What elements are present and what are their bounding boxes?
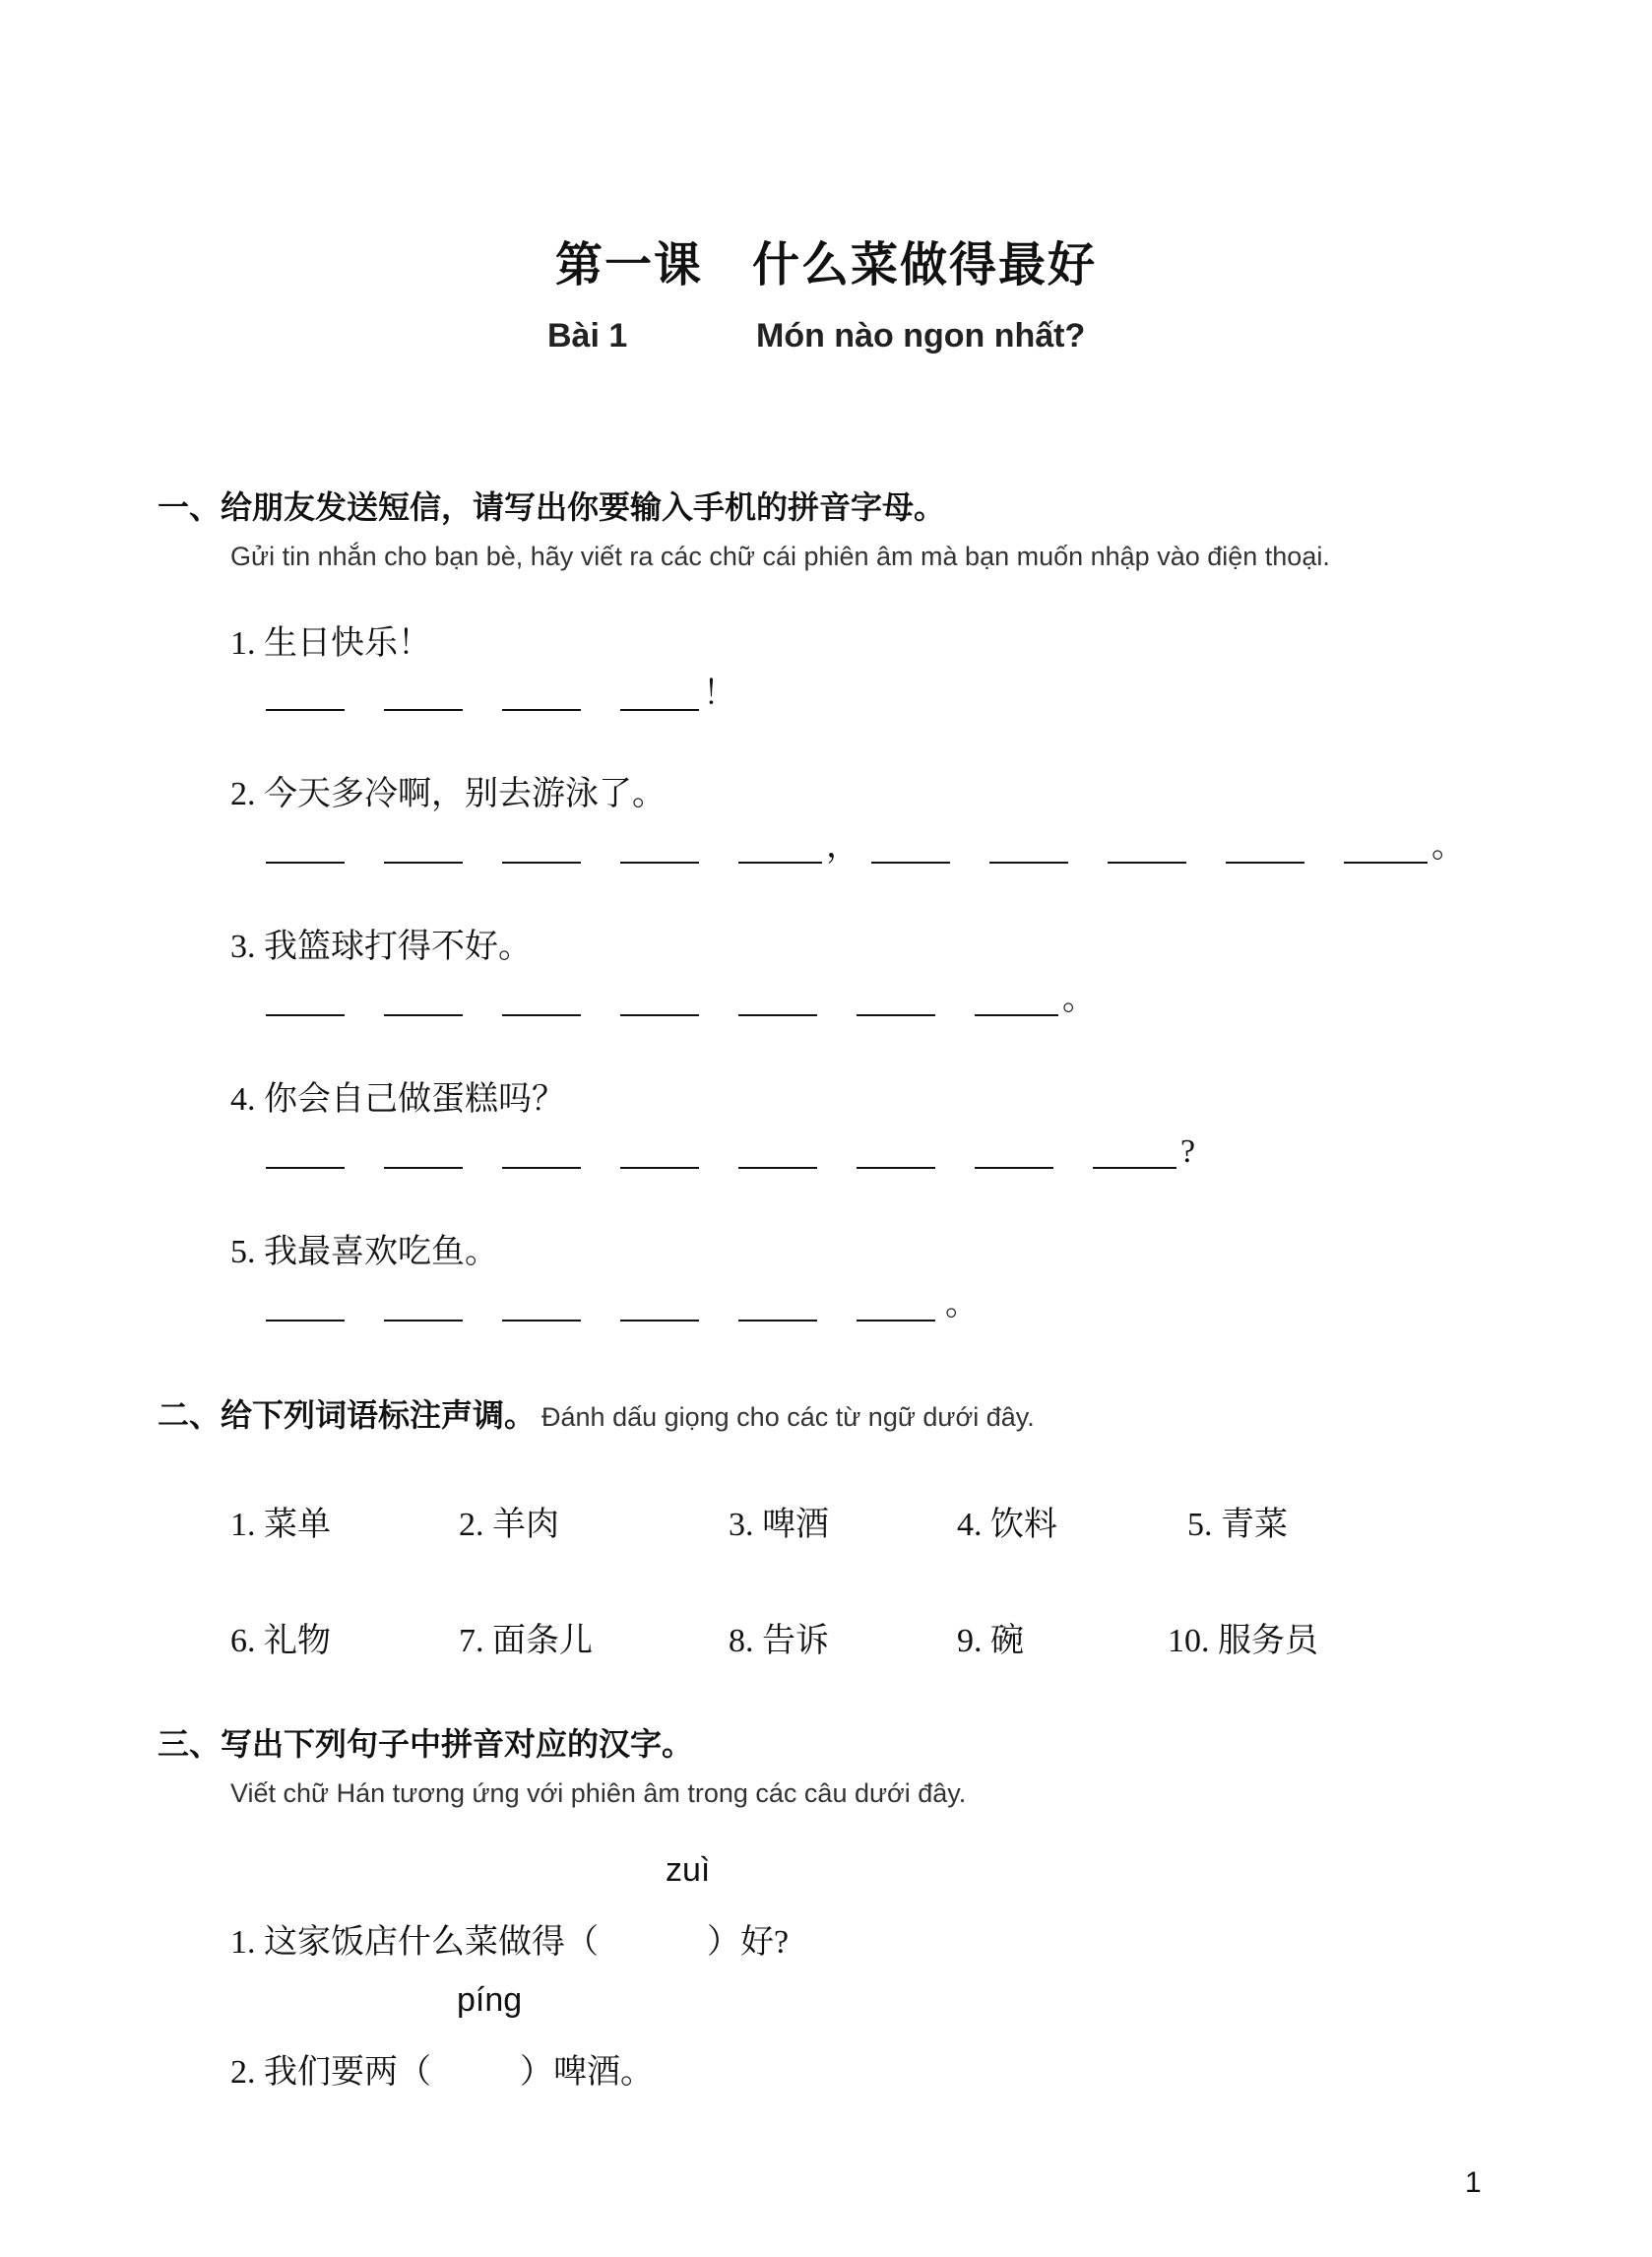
answer-blank[interactable] xyxy=(871,861,950,864)
answer-blank[interactable] xyxy=(975,1166,1053,1169)
end-punctuation: ！ xyxy=(703,676,736,712)
answer-blank[interactable] xyxy=(1108,861,1186,864)
lesson-number: Bài 1 xyxy=(547,317,628,355)
lesson-name: Món nào ngon nhất? xyxy=(756,317,1086,355)
end-punctuation: 。 xyxy=(1062,981,1096,1017)
answer-blank[interactable] xyxy=(266,1013,345,1016)
exercise1-answer-row-3[interactable] xyxy=(266,983,1096,1016)
section1-note: Gửi tin nhắn cho bạn bè, hãy viết ra các chữ cái phiên âm mà bạn muốn nhập vào điện thoại. xyxy=(230,542,1330,571)
section2-heading xyxy=(158,1390,1035,1436)
exercise3-item-2 xyxy=(230,2044,654,2093)
exercise1-item-4: 4. 你会自己做蛋糕吗？ xyxy=(230,1081,565,1118)
tone-word-9: 9. 碗 xyxy=(957,1623,1024,1659)
mid-punctuation: ， xyxy=(826,828,859,865)
answer-blank[interactable] xyxy=(620,1319,699,1322)
answer-blank[interactable] xyxy=(384,1013,463,1016)
answer-blank[interactable] xyxy=(1344,861,1428,864)
answer-blank[interactable] xyxy=(738,861,822,864)
section1-heading: 一、给朋友发送短信，请写出你要输入手机的拼音字母。 xyxy=(158,489,946,525)
tone-word-3: 3. 啤酒 xyxy=(729,1507,829,1543)
answer-blank[interactable] xyxy=(266,1166,345,1169)
answer-blank[interactable] xyxy=(502,1013,581,1016)
answer-blank[interactable] xyxy=(620,861,699,864)
answer-blank[interactable] xyxy=(857,1013,935,1016)
answer-blank[interactable] xyxy=(738,1319,817,1322)
answer-blank[interactable] xyxy=(738,1166,817,1169)
sentence-start: 1. 这家饭店什么菜做得（ xyxy=(230,1924,599,1961)
tone-word-5: 5. 青菜 xyxy=(1187,1507,1288,1543)
exercise3-item-1 xyxy=(230,1914,789,1963)
section2-note: Đánh dấu giọng cho các từ ngữ dưới đây. xyxy=(541,1402,1035,1432)
answer-blank[interactable] xyxy=(1093,1166,1176,1169)
page-number: 1 xyxy=(1465,2166,1482,2199)
exercise1-item-1: 1. 生日快乐！ xyxy=(230,625,431,662)
sentence-end: ）好? xyxy=(707,1924,790,1961)
tone-word-1: 1. 菜单 xyxy=(230,1507,331,1543)
page-title: 第一课 什么菜做得最好 xyxy=(554,239,1097,291)
tone-word-10: 10. 服务员 xyxy=(1168,1623,1318,1659)
answer-blank[interactable] xyxy=(1226,861,1304,864)
exercise1-answer-row-5[interactable] xyxy=(266,1288,979,1322)
tone-word-7: 7. 面条儿 xyxy=(459,1623,593,1659)
answer-blank[interactable] xyxy=(384,1166,463,1169)
answer-blank[interactable] xyxy=(384,861,463,864)
exercise1-answer-row-4[interactable] xyxy=(266,1135,1195,1169)
exercise1-answer-row-2[interactable] xyxy=(266,830,1465,864)
section2-heading-text: 二、给下列词语标注声调。 xyxy=(158,1397,537,1433)
answer-blank[interactable] xyxy=(502,1166,581,1169)
end-punctuation: ? xyxy=(1180,1133,1196,1170)
sentence-start: 2. 我们要两（ xyxy=(230,2054,431,2091)
tone-word-2: 2. 羊肉 xyxy=(459,1507,559,1543)
answer-blank[interactable] xyxy=(620,1166,699,1169)
tone-word-6: 6. 礼物 xyxy=(230,1623,331,1659)
answer-blank[interactable] xyxy=(857,1166,935,1169)
exercise1-answer-row-1[interactable] xyxy=(266,677,736,711)
answer-blank[interactable] xyxy=(502,861,581,864)
end-punctuation: 。 xyxy=(1431,828,1465,865)
pinyin-hint-2: píng xyxy=(457,1981,523,2019)
tone-word-8: 8. 告诉 xyxy=(729,1623,829,1659)
answer-blank[interactable] xyxy=(384,708,463,711)
answer-blank[interactable] xyxy=(989,861,1068,864)
end-punctuation: 。 xyxy=(945,1286,979,1322)
answer-blank[interactable] xyxy=(620,1013,699,1016)
exercise1-item-3: 3. 我篮球打得不好。 xyxy=(230,929,532,965)
answer-blank[interactable] xyxy=(384,1319,463,1322)
answer-blank[interactable] xyxy=(620,708,699,711)
answer-blank[interactable] xyxy=(502,708,581,711)
answer-blank[interactable] xyxy=(738,1013,817,1016)
answer-blank[interactable] xyxy=(266,708,345,711)
sentence-end: ）啤酒。 xyxy=(520,2054,654,2091)
pinyin-hint-1: zuì xyxy=(666,1851,711,1889)
answer-blank[interactable] xyxy=(266,861,345,864)
answer-blank[interactable] xyxy=(502,1319,581,1322)
answer-blank[interactable] xyxy=(975,1013,1058,1016)
answer-blank[interactable] xyxy=(266,1319,345,1322)
exercise1-item-2: 2. 今天多冷啊，别去游泳了。 xyxy=(230,776,666,812)
answer-blank[interactable] xyxy=(857,1319,935,1322)
exercise1-item-5: 5. 我最喜欢吃鱼。 xyxy=(230,1234,498,1270)
section3-note: Viết chữ Hán tương ứng với phiên âm trong các câu dưới đây. xyxy=(230,1778,967,1808)
section3-heading: 三、写出下列句子中拼音对应的汉字。 xyxy=(158,1726,694,1762)
tone-word-4: 4. 饮料 xyxy=(957,1507,1057,1543)
